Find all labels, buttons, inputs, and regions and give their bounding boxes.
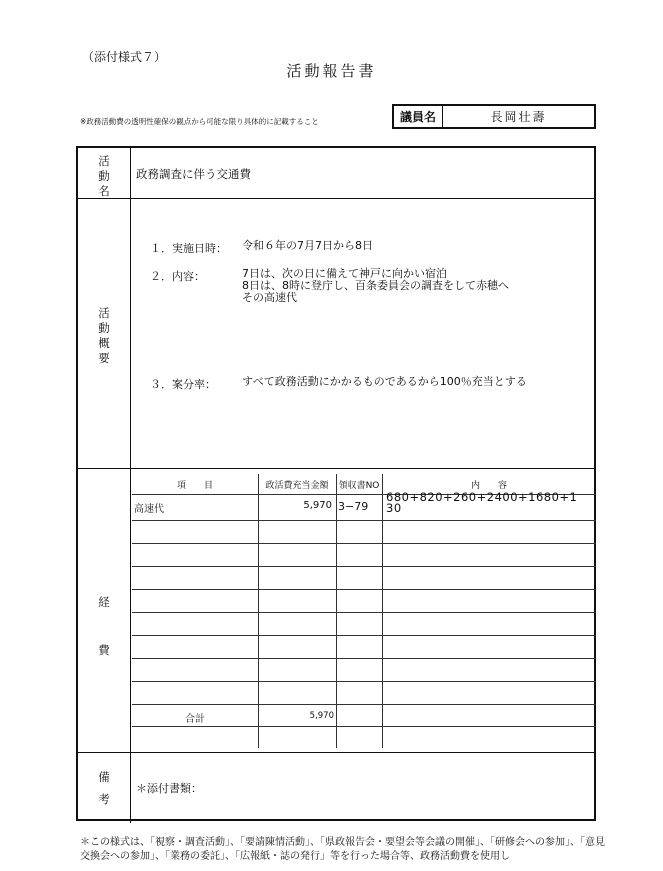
col-divider (382, 474, 383, 748)
label-char: 活 (98, 154, 110, 168)
header-item: 項 目 (176, 481, 213, 491)
divider-expenses (78, 752, 594, 753)
row-line (132, 704, 596, 705)
transparency-notice: ※政務活動費の透明性確保の観点から可能な限り具体的に記載すること (80, 117, 319, 126)
row-line (132, 681, 596, 682)
total-amount: 5,970 (309, 711, 334, 721)
header-amount: 政活費充当金額 (265, 481, 329, 491)
footer-note: ＊この様式は、「視察・調査活動」、「要請陳情活動」、「県政報告会・要望会等会議の開催」、「研修会への参加」、「意見交換会への参加」、「業務の委託」、「広報紙・誌の発行」等を行った場合等、政務活動費を使用し (80, 837, 605, 862)
row-line (132, 520, 596, 521)
activity-name-label (78, 154, 130, 199)
row-line (132, 589, 596, 590)
label-char: 費 (98, 643, 110, 657)
summary-item-value (242, 268, 509, 304)
label-char: 備 (98, 770, 110, 784)
divider-summary (78, 468, 594, 469)
row-line (132, 726, 596, 727)
member-label: 議員名 (394, 106, 443, 127)
label-char: 経 (98, 595, 110, 609)
report-frame (76, 146, 596, 821)
label-char: 要 (98, 351, 110, 365)
label-char: 考 (98, 792, 110, 806)
header-content: 内 容 (470, 481, 507, 491)
summary-item-value: すべて政務活動にかかるものであるから100％充当とする (242, 375, 527, 388)
expense-content: 680+820+260+2400+1680+130 (386, 490, 578, 515)
summary-item-label: ２．内容： (150, 270, 205, 283)
expenses-label (78, 578, 130, 674)
summary-item-value: 令和６年の7月7日から8日 (242, 239, 373, 252)
col-divider (336, 474, 337, 748)
summary-line: その高速代 (242, 291, 297, 304)
row-line (132, 635, 596, 636)
activity-name: 政務調査に伴う交通費 (136, 167, 251, 181)
label-char: 活 (98, 306, 110, 320)
label-char: 名 (98, 184, 110, 198)
total-label: 合計 (185, 714, 205, 725)
label-column-divider (130, 148, 131, 823)
member-box (392, 104, 596, 129)
attachments-label: ＊添付書類： (136, 782, 202, 795)
expense-amount: 5,970 (303, 500, 332, 511)
summary-line: 8日は、8時に登庁し、百条委員会の調査をして赤穂へ (242, 279, 509, 292)
expense-receipt: 3−79 (338, 500, 369, 513)
summary-line: 7日は、次の日に備えて神戸に向かい宿泊 (242, 267, 447, 280)
header-receipt: 領収書NO (338, 481, 380, 491)
member-name: 長岡壮壽 (490, 110, 547, 124)
expense-item: 高速代 (134, 504, 164, 515)
col-divider (258, 474, 259, 748)
label-char: 概 (98, 336, 110, 350)
label-char: 動 (98, 321, 110, 335)
form-reference: （添付様式７） (82, 50, 167, 64)
label-char: 動 (98, 169, 110, 183)
expenses-table (132, 474, 596, 748)
row-line (132, 566, 596, 567)
summary-item-label: ３．案分率： (150, 378, 216, 391)
row-line (132, 612, 596, 613)
divider-activity-name (78, 198, 594, 199)
document-title: 活動報告書 (286, 62, 377, 80)
summary-label (78, 306, 130, 366)
row-line (132, 658, 596, 659)
row-line (132, 543, 596, 544)
remarks-label (78, 766, 130, 810)
summary-item-label: １．実施日時： (150, 242, 227, 255)
